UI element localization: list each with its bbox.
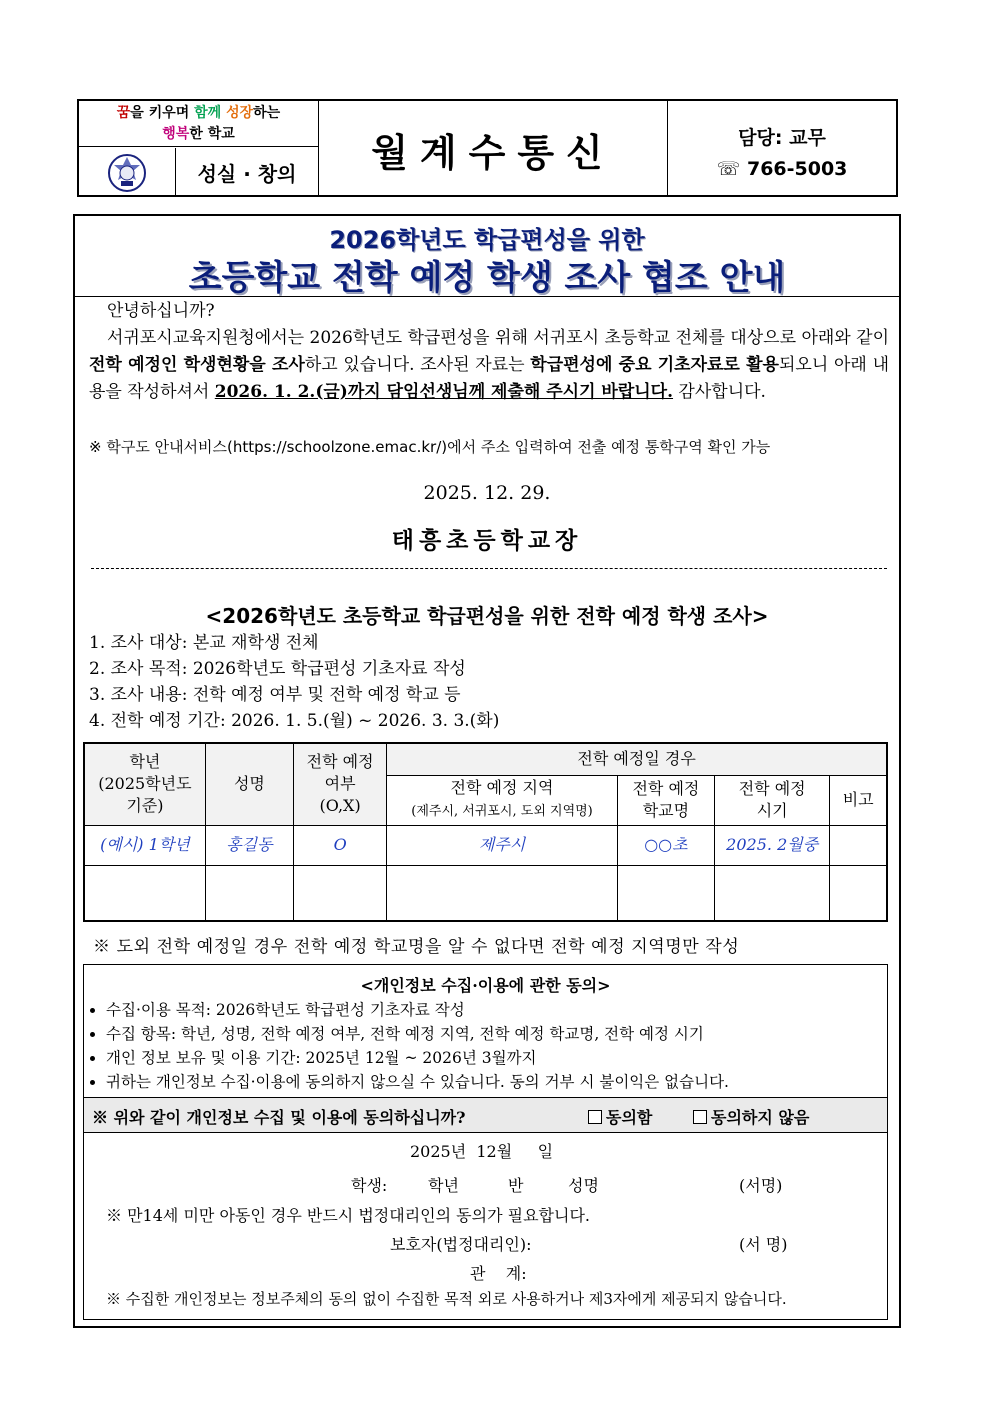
disagree-option[interactable] [693,1105,809,1128]
consent-item: • 수집 항목: 학년, 성명, 전학 예정 여부, 전학 예정 지역, 전학 예정 학교명, 전학 예정 시기 [106,1022,887,1046]
schoolzone-note: ※ 학구도 안내서비스(https://schoolzone.emac.kr/)에서 주소 입력하여 전출 예정 통학구역 확인 가능 [89,438,771,456]
consent-list [84,998,887,1094]
survey-items [89,630,499,734]
school-motto: 성실 · 창의 [197,162,297,186]
notice-subtitle: 2026학년도 학급편성을 위한 [329,226,645,254]
contact-label: 담당: 교무 [738,127,826,149]
grade-field-label[interactable]: 학년 [428,1176,459,1195]
guardian-label: 보호자(법정대리인): [390,1235,532,1254]
agree-checkbox[interactable] [588,1110,602,1124]
consent-date: 2025년 12월 일 [410,1142,554,1161]
slogan-part: 성장 [226,105,254,121]
text-run: 감사합니다. [673,382,766,402]
text-run: 되오니 아래 내용을 작성하셔서 [89,355,889,402]
survey-title: <2026학년도 초등학교 학급편성을 위한 전학 예정 학생 조사> [205,604,769,628]
survey-item: 3. 조사 내용: 전학 예정 여부 및 전학 예정 학교 등 [89,685,461,705]
header-group: 전학 예정일 경우 [387,743,887,775]
disagree-checkbox[interactable] [693,1110,707,1124]
intro-paragraph [89,325,889,406]
final-note: ※ 수집한 개인정보는 정보주체의 동의 없이 수집한 목적 외로 사용하거나 제3자에게 제공되지 않습니다. [106,1290,787,1308]
notice-title: 초등학교 전학 예정 학생 조사 협조 안내 [188,258,786,298]
header-text: 여부 [324,774,356,794]
consent-question: ※ 위와 같이 개인정보 수집 및 이용에 동의하십니까? [92,1108,466,1127]
slogan-part: 하는 [253,105,281,121]
notice-title-box [75,216,899,297]
relation-label[interactable]: 관 계: [470,1264,527,1283]
header-text: (2025학년도 [98,774,192,794]
school-slogan [79,101,318,147]
header-text: 학교명 [642,801,690,820]
entry-school-cell[interactable] [617,865,714,921]
slogan-part: 행복 [162,126,190,142]
example-name: 홍길동 [205,825,293,865]
agree-option[interactable] [588,1105,652,1128]
example-plan: O [294,825,387,865]
header-grade [84,743,205,825]
cut-line [91,568,887,569]
survey-item: 4. 전학 예정 기간: 2026. 1. 5.(월) ~ 2026. 3. 3.(화) [89,711,500,731]
consent-box [83,964,888,1320]
header-text: 전학 예정 [738,779,806,798]
header-remarks: 비고 [830,775,887,825]
example-grade: (예시) 1학년 [84,825,205,865]
newsletter-title: 월계수통신 [319,101,668,197]
consent-item: • 개인 정보 보유 및 이용 기간: 2025년 12월 ~ 2026년 3월까지 [106,1046,887,1070]
header-text: 전학 예정 [306,752,374,772]
disagree-label: 동의하지 않음 [711,1108,810,1127]
student-signature[interactable]: (서명) [739,1176,783,1195]
header-region [387,775,618,825]
survey-table [83,742,888,922]
slogan-part: 함께 [194,105,222,121]
header-text: 전학 예정 [632,779,700,798]
header-text: 시기 [756,801,788,820]
survey-item: 2. 조사 목적: 2026학년도 학급편성 기초자료 작성 [89,659,466,679]
header-text: 학년 [129,752,161,772]
student-label: 학생: [351,1176,388,1195]
greeting: 안녕하십니까? [107,301,215,321]
example-school: ○○초 [617,825,714,865]
entry-grade-cell[interactable] [84,865,205,921]
text-run: 서귀포시교육지원청에서는 2026학년도 학급편성을 위해 서귀포시 초등학교 전체를 대상으로 아래와 같이 [107,328,889,348]
deadline-text: 2026. 1. 2.(금)까지 담임선생님께 제출해 주시기 바랍니다. [214,382,674,402]
entry-remarks-cell[interactable] [830,865,887,921]
table-row-example [84,825,887,865]
header-transfer-plan [294,743,387,825]
header-left-cell [79,101,319,197]
notice-body [73,214,901,1328]
entry-region-cell[interactable] [387,865,618,921]
text-run-bold: 학급편성에 중요 기초자료로 활용 [530,355,779,375]
header-text: (O,X) [319,796,361,816]
table-row-entry [84,865,887,921]
contact-phone: ☏ 766-5003 [716,158,848,180]
notice-date: 2025. 12. 29. [423,482,551,504]
consent-question-row [84,1097,887,1133]
guardian-signature[interactable]: (서 명) [739,1235,788,1254]
header-text: 기준) [126,796,164,816]
header-school [617,775,714,825]
entry-plan-cell[interactable] [294,865,387,921]
slogan-part: 꿈 [116,105,131,121]
signer: 태흥초등학교장 [391,527,583,554]
header-time [715,775,830,825]
contact-info [668,101,896,197]
table-footnote: ※ 도외 전학 예정일 경우 전학 예정 학교명을 알 수 없다면 전학 예정 지역명만 작성 [93,937,740,957]
minor-note: ※ 만14세 미만 아동인 경우 반드시 법정대리인의 동의가 필요합니다. [106,1206,590,1225]
name-field-label[interactable]: 성명 [568,1176,599,1195]
slogan-part: 한 학교 [189,126,235,142]
class-field-label[interactable]: 반 [508,1176,524,1195]
slogan-part: 을 키우며 [130,105,195,121]
newsletter-header [77,99,898,197]
example-remarks [830,825,887,865]
consent-item: • 귀하는 개인정보 수집·이용에 동의하지 않으실 수 있습니다. 동의 거부 시 불이익은 없습니다. [106,1070,887,1094]
consent-title: <개인정보 수집·이용에 관한 동의> [360,976,611,995]
survey-item: 1. 조사 대상: 본교 재학생 전체 [89,633,319,653]
school-emblem-icon [79,148,176,197]
example-time: 2025. 2월중 [715,825,830,865]
consent-item: • 수집·이용 목적: 2026학년도 학급편성 기초자료 작성 [106,998,887,1022]
intro-text [89,298,889,406]
header-subtext: (제주시, 서귀포시, 도외 지역명) [411,804,593,819]
example-region: 제주시 [387,825,618,865]
agree-label: 동의함 [606,1108,653,1127]
entry-name-cell[interactable] [205,865,293,921]
header-text: 전학 예정 지역 [450,778,554,797]
text-run-bold: 전학 예정인 학생현황을 조사 [89,355,305,375]
entry-time-cell[interactable] [715,865,830,921]
text-run: 하고 있습니다. 조사된 자료는 [304,355,531,375]
header-name: 성명 [205,743,293,825]
